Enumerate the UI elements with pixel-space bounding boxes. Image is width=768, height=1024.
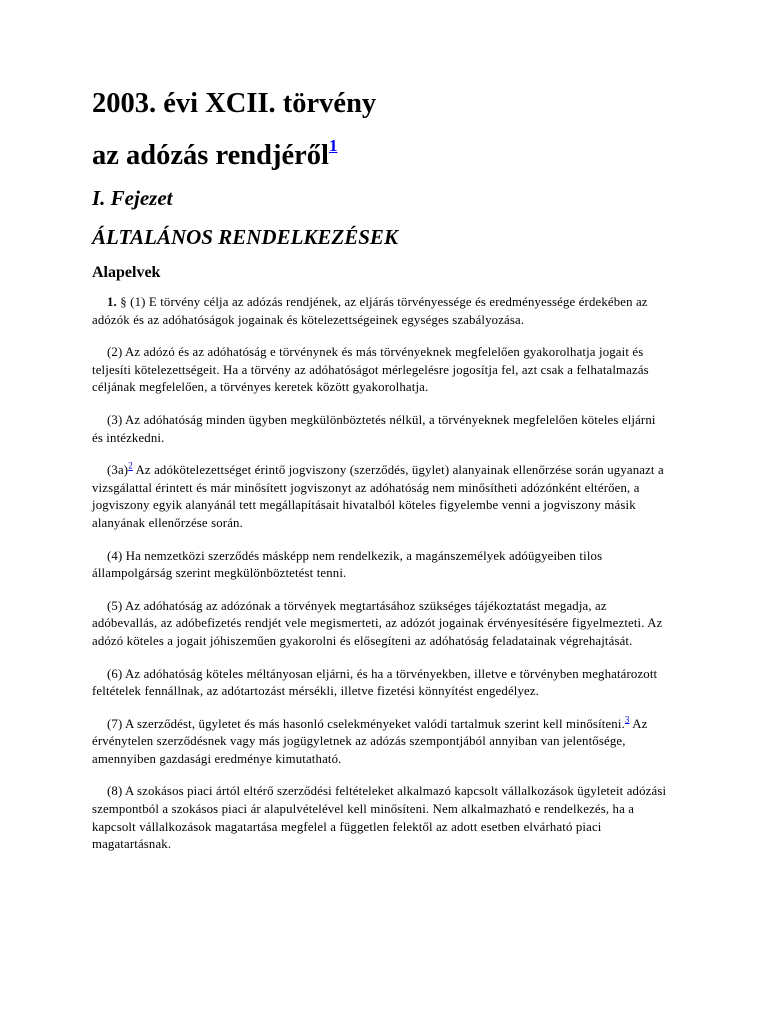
paragraph-3: (3) Az adóhatóság minden ügyben megkülönböztetés nélkül, a törvényeknek megfelelően köteles eljárni és intézkedni.	[92, 412, 656, 445]
document-subtitle	[92, 135, 668, 174]
paragraph-5: (5) Az adóhatóság az adózónak a törvények megtartásához szükséges tájékoztatást megadja, az adóbevallás, az adóbefizetés rendjét vele megismerteti, az adózót jogainak érvényesítésére figyelmezteti. Az adózó köteles a jogait jóhiszeműen gyakorolni és elősegíteni az adóhatóság feladatainak végrehajtását.	[92, 598, 663, 648]
paragraph-7-text-before: (7) A szerződést, ügyletet és más hasonló cselekményeket valódi tartalmuk szerint kell minősíteni.	[107, 716, 625, 731]
paragraph-8: (8) A szokásos piaci ártól eltérő szerződési feltételeket alkalmazó kapcsolt vállalkozások ügyleteit adózási szempontból a szokásos piaci ár alapulvételével kell minősíteni. Nem alkalmazható e rendelkezés, ha a kapcsolt vállalkozások magatartása megfelel a független felektől az adott esetben elvárható piaci magatartásnak.	[92, 784, 667, 852]
title-footnote-sup	[329, 136, 338, 155]
document-title: 2003. évi XCII. törvény	[92, 88, 377, 119]
paragraph-7	[92, 716, 668, 769]
paragraph-7-text-after: Az érvénytelen szerződésnek vagy más jogügyletnek az adózás szempontjából annyiban van jelentősége, amennyiben gazdasági eredménye kimutatható.	[92, 716, 648, 766]
paragraph-3a-text: Az adókötelezettséget érintő jogviszony (szerződés, ügylet) alanyainak ellenőrzése során ugyanazt a vizsgálattal érintett és már minősített jogviszonyt az adóhatóság nem minősítheti adózónként eltérően, a jogviszony egyik alanyánál tett megállapításait hivatalból köteles figyelembe venni a jogviszony másik alanyának ellenőrzése során.	[92, 463, 664, 530]
paragraph-1	[92, 294, 668, 329]
document-subtitle-text: az adózás rendjéről	[92, 140, 329, 171]
footnote-link-2[interactable]: 2	[128, 460, 133, 471]
section-number: 1.	[107, 295, 117, 309]
section-title: Alapelvek	[92, 264, 161, 281]
chapter-title: ÁLTALÁNOS RENDELKEZÉSEK	[92, 225, 398, 249]
document-page	[92, 86, 668, 869]
chapter-number: I. Fejezet	[92, 186, 173, 210]
paragraph-6: (6) Az adóhatóság köteles méltányosan eljárni, és ha a törvényekben, illetve e törvényben meghatározott feltételek fennállnak, az adótartozást mérsékli, illetve fizetési könnyítést engedélyez.	[92, 666, 658, 699]
paragraph-2: (2) Az adózó és az adóhatóság e törvénynek és más törvényeknek megfelelően gyakorolhatja jogait és teljesíti kötelezettségeit. Ha a törvény az adóhatóságot mérlegelésre jogosítja fel, azt csak a felhatalmazás céljának megfelelően, a törvényes keretek között gyakorolhatja.	[92, 345, 649, 395]
paragraph-3a-label: (3a)	[107, 463, 129, 478]
paragraph-1-text: § (1) E törvény célja az adózás rendjének, az eljárás törvényessége és eredményessége érdekében az adózók és az adóhatóságok jogainak és kötelezettségeinek egységes szabályozása.	[92, 295, 648, 327]
title-footnote-link[interactable]: 1	[328, 135, 338, 155]
paragraph-3a	[92, 462, 668, 532]
paragraph-4: (4) Ha nemzetközi szerződés másképp nem rendelkezik, a magánszemélyek adóügyeiben tilos állampolgárság szerint megkülönböztetést tenni.	[92, 548, 603, 581]
footnote-link-3[interactable]: 3	[624, 714, 630, 725]
